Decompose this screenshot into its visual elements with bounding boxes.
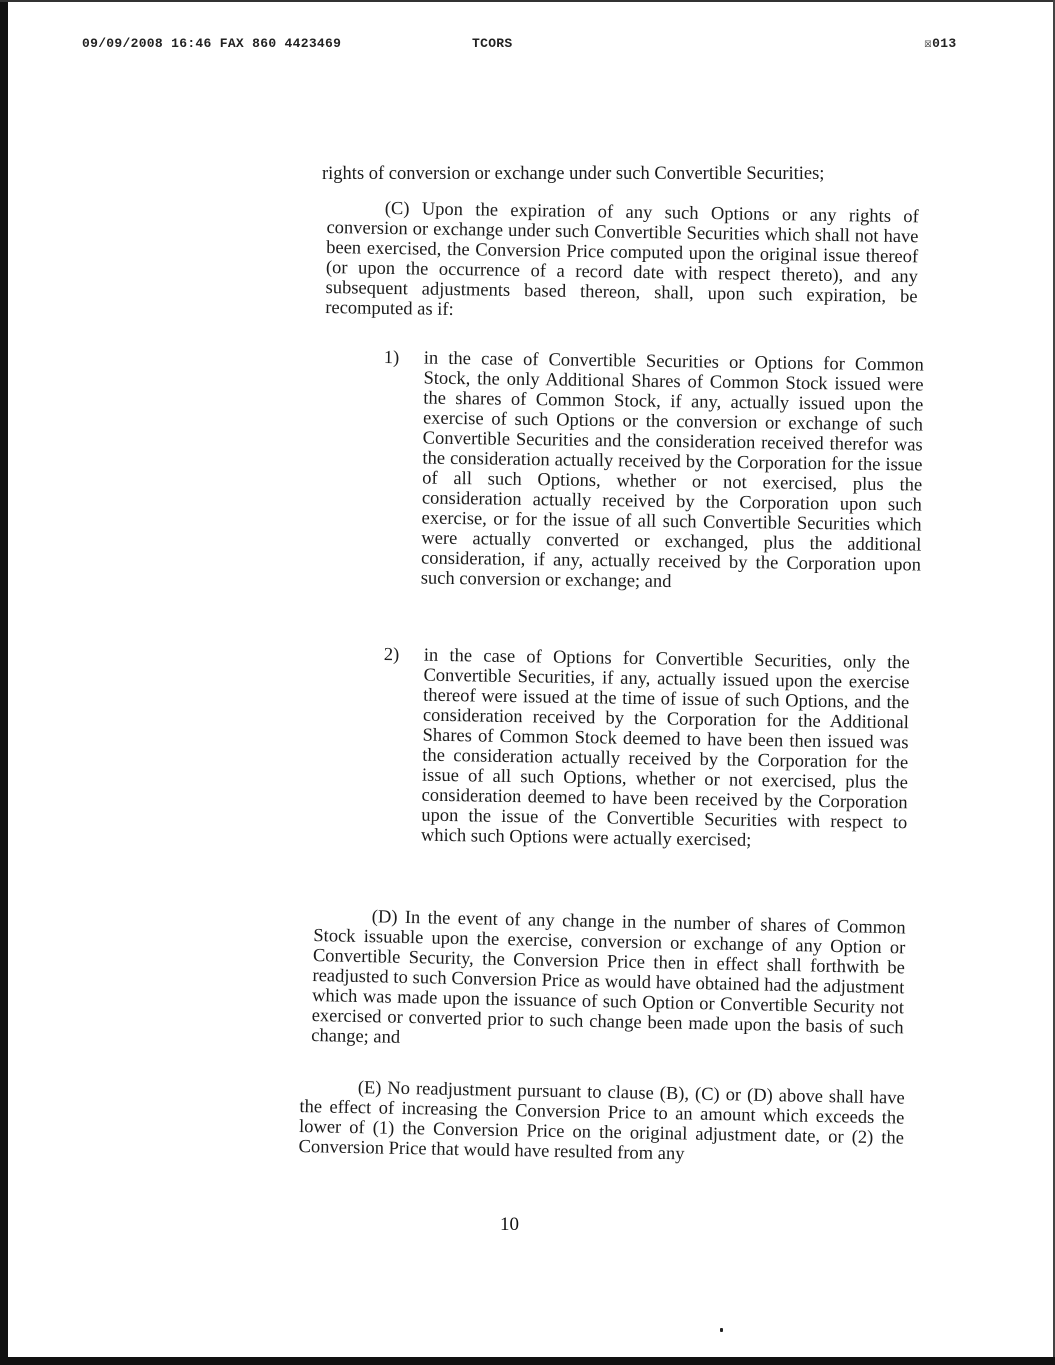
fax-sender: TCORS [472, 36, 513, 51]
list-item-number: 2) [383, 645, 400, 666]
scan-border-bottom [0, 1357, 1055, 1365]
clause-c-text: (C) Upon the expiration of any such Options or any rights of conversion or exchange under such Convertible Securities which shall not have been exercised, the Conversion Price computed upon the original issue thereof (or upon the occurrence of a record date with respect thereto), and any subsequent adjustments based thereon, shall, upon such expiration, be recomputed as if: [325, 198, 919, 321]
list-item-text: in the case of Convertible Securities or Options for Common Stock, the only Additional Shares of Common Stock issued were the shares of Common Stock, if any, actually issued upon the exercise of such Options or the conversion or exchange of such Convertible Securities and the consideration received therefor was the consideration actually received by the Corporation for the issue of all such Options, whether or not exercised, plus the consideration actually received by the Corporation upon such exercise, or for the issue of all such Convertible Securities which were actually converted or exchanged, plus the additional consideration, if any, actually received by the Corporation upon such conversion or exchange; and [420, 348, 924, 593]
list-item-text: in the case of Options for Convertible Securities, only the Convertible Securities, if any, actually issued upon the exercise thereof were issued at the time of issue of such Options, and the consideration received by the Corporation for the Additional Shares of Common Stock deemed to have been then issued was the consideration actually received by the Corporation for the issue of all such Options, whether or not exercised, plus the consideration deemed to have been received by the Corporation upon the issue of the Convertible Securities with respect to which such Options were actually exercised; [420, 645, 910, 851]
fax-page-indicator [924, 36, 956, 51]
intro-paragraph [322, 164, 922, 184]
list-item [381, 348, 924, 596]
intro-text: rights of conversion or exchange under such Convertible Securities; [322, 164, 825, 184]
clause-d-text: (D) In the event of any change in the number of shares of Common Stock issuable upon the exercise, conversion or exchange of any Option or Convertible Security, the Conversion Price then in effect shall forthwith be readjusted to such Conversion Price as would have obtained had the adjustment which was made upon the issuance of such Option or Convertible Security not exercised or converted prior to such change been made upon the basis of such change; and [311, 907, 906, 1048]
scan-border-top [0, 0, 1055, 2]
scan-speck [720, 1328, 723, 1332]
scan-border-left [0, 0, 8, 1365]
clause-e-text: (E) No readjustment pursuant to clause (B), (C) or (D) above shall have the effect of increasing the Conversion Price to an amount which exceeds the lower of (1) the Conversion Price on the original adjustment date, or (2) the Conversion Price that would have resulted from any [298, 1078, 905, 1165]
clause-d-paragraph [311, 906, 906, 1058]
clause-c-paragraph [325, 198, 919, 327]
list-item [381, 645, 910, 853]
fax-page-counter: 013 [932, 36, 957, 51]
fax-timestamp-line: 09/09/2008 16:46 FAX 860 4423469 [82, 36, 342, 51]
page-number: 10 [500, 1214, 519, 1235]
clause-e-paragraph [298, 1077, 904, 1169]
fax-header [82, 36, 962, 56]
fax-page-icon: ☒ [924, 36, 933, 51]
list-item-number: 1) [383, 348, 400, 369]
